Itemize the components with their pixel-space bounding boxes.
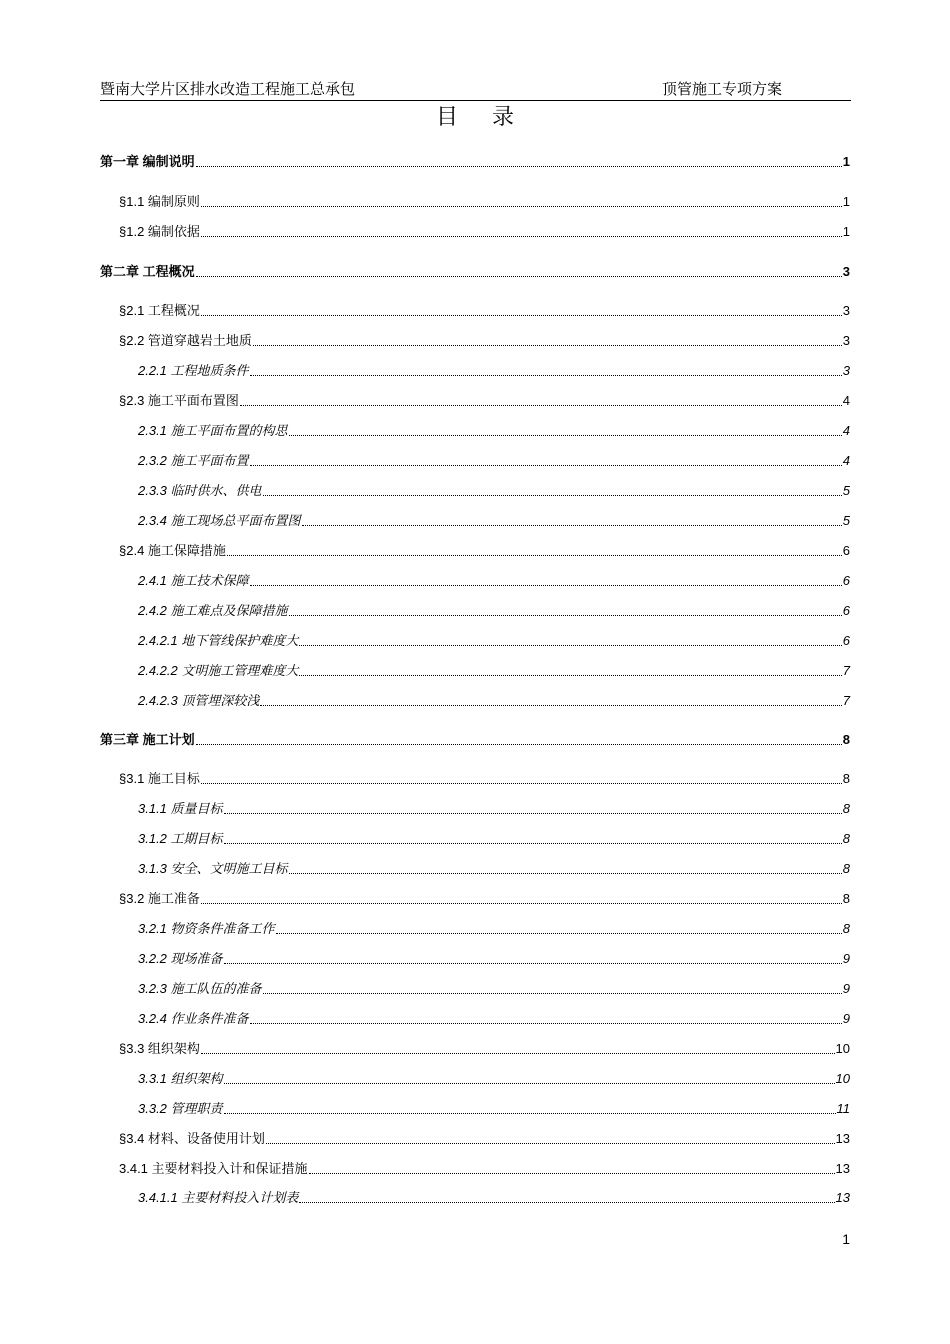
toc-entry-label: 第一章 编制说明 <box>100 154 195 169</box>
toc-entry-level1[interactable] <box>100 730 850 750</box>
toc-entry-page: 6 <box>842 543 850 558</box>
toc-entry-page: 11 <box>836 1101 850 1116</box>
toc-entry-level3[interactable] <box>138 859 850 879</box>
toc-entry-label: 3.2.2 现场准备 <box>138 951 223 966</box>
toc-entry-label: 3.2.4 作业条件准备 <box>138 1011 249 1026</box>
toc-entry-label: 3.2.1 物资条件准备工作 <box>138 921 275 936</box>
toc-entry-level2[interactable] <box>119 541 850 561</box>
toc-entry-page: 3 <box>842 363 850 378</box>
toc-leader-dots <box>201 314 842 316</box>
toc-entry-page: 8 <box>842 831 850 846</box>
toc-entry-label: 3.3.1 组织架构 <box>138 1071 223 1086</box>
toc-leader-dots <box>250 1022 842 1024</box>
toc-entry-label: 3.1.2 工期目标 <box>138 831 223 846</box>
toc-leader-dots <box>201 782 842 784</box>
toc-entry-level2[interactable] <box>119 301 850 321</box>
toc-entry-page: 13 <box>835 1190 850 1205</box>
toc-leader-dots <box>250 374 842 376</box>
toc-leader-dots <box>289 614 842 616</box>
toc-leader-dots <box>201 205 842 207</box>
toc-entry-level3[interactable] <box>138 511 850 531</box>
toc-entry-level3[interactable] <box>138 661 850 681</box>
toc-entry-label: 2.3.4 施工现场总平面布置图 <box>138 513 301 528</box>
toc-entry-level3[interactable] <box>138 631 850 651</box>
toc-entry-label: §1.1 编制原则 <box>119 194 200 209</box>
toc-entry-level2[interactable] <box>119 192 850 212</box>
toc-entry-page: 10 <box>835 1041 850 1056</box>
toc-entry-level2[interactable] <box>119 1159 850 1179</box>
toc-entry-level2[interactable] <box>119 1129 850 1149</box>
toc-entry-label: 2.4.2.1 地下管线保护难度大 <box>138 633 299 648</box>
toc-entry-level3[interactable] <box>138 1188 850 1208</box>
toc-entry-level2[interactable] <box>119 222 850 242</box>
toc-leader-dots <box>196 743 842 745</box>
toc-entry-page: 4 <box>842 423 850 438</box>
toc-entry-label: 3.1.1 质量目标 <box>138 801 223 816</box>
toc-entry-level3[interactable] <box>138 799 850 819</box>
toc-entry-label: 2.2.1 工程地质条件 <box>138 363 249 378</box>
toc-leader-dots <box>289 872 842 874</box>
toc-entry-page: 5 <box>842 483 850 498</box>
toc-leader-dots <box>289 434 842 436</box>
toc-leader-dots <box>276 932 842 934</box>
toc-leader-dots <box>250 464 842 466</box>
toc-entry-page: 6 <box>842 603 850 618</box>
toc-entry-label: §3.4 材料、设备使用计划 <box>119 1131 265 1146</box>
toc-leader-dots <box>196 165 842 167</box>
toc-entry-level3[interactable] <box>138 481 850 501</box>
toc-leader-dots <box>224 962 842 964</box>
toc-entry-label: §2.4 施工保障措施 <box>119 543 226 558</box>
toc-entry-page: 8 <box>842 891 850 906</box>
toc-entry-page: 13 <box>835 1161 850 1176</box>
toc-entry-level3[interactable] <box>138 571 850 591</box>
toc-entry-page: 8 <box>842 801 850 816</box>
toc-leader-dots <box>299 644 841 646</box>
toc-entry-level2[interactable] <box>119 1039 850 1059</box>
toc-entry-label: §2.1 工程概况 <box>119 303 200 318</box>
toc-entry-label: 2.3.2 施工平面布置 <box>138 453 249 468</box>
toc-leader-dots <box>224 1112 836 1114</box>
toc-entry-page: 3 <box>842 333 850 348</box>
toc-leader-dots <box>240 404 842 406</box>
toc-entry-page: 3 <box>842 264 850 279</box>
toc-entry-level3[interactable] <box>138 421 850 441</box>
toc-entry-label: §3.3 组织架构 <box>119 1041 200 1056</box>
toc-entry-page: 4 <box>842 393 850 408</box>
toc-leader-dots <box>201 1052 835 1054</box>
toc-entry-label: 第三章 施工计划 <box>100 732 195 747</box>
toc-entry-level3[interactable] <box>138 601 850 621</box>
toc-leader-dots <box>263 992 842 994</box>
toc-leader-dots <box>260 704 841 706</box>
toc-leader-dots <box>266 1142 835 1144</box>
toc-entry-page: 9 <box>842 951 850 966</box>
toc-leader-dots <box>224 1082 835 1084</box>
toc-entry-level3[interactable] <box>138 979 850 999</box>
toc-entry-label: 2.4.2.2 文明施工管理难度大 <box>138 663 299 678</box>
toc-entry-label: 2.4.2.3 顶管埋深较浅 <box>138 693 260 708</box>
toc-entry-label: §2.2 管道穿越岩土地质 <box>119 333 252 348</box>
toc-leader-dots <box>309 1172 835 1174</box>
toc-entry-label: 2.4.2 施工难点及保障措施 <box>138 603 288 618</box>
toc-entry-level3[interactable] <box>138 361 850 381</box>
toc-entry-level3[interactable] <box>138 1099 850 1119</box>
toc-leader-dots <box>227 554 842 556</box>
header-project-name: 暨南大学片区排水改造工程施工总承包 <box>100 80 356 98</box>
toc-entry-level2[interactable] <box>119 769 850 789</box>
toc-leader-dots <box>299 1201 834 1203</box>
page-header <box>100 78 851 101</box>
toc-entry-level3[interactable] <box>138 451 850 471</box>
toc-entry-level3[interactable] <box>138 829 850 849</box>
toc-entry-label: 2.3.3 临时供水、供电 <box>138 483 262 498</box>
toc-entry-label: 3.4.1.1 主要材料投入计划表 <box>138 1190 299 1205</box>
toc-entry-page: 8 <box>842 771 850 786</box>
toc-entry-label: 2.4.1 施工技术保障 <box>138 573 249 588</box>
toc-entry-level1[interactable] <box>100 262 850 282</box>
toc-entry-page: 9 <box>842 1011 850 1026</box>
toc-entry-page: 6 <box>842 573 850 588</box>
toc-entry-label: 3.4.1 主要材料投入计和保证措施 <box>119 1161 308 1176</box>
toc-entry-page: 13 <box>835 1131 850 1146</box>
toc-entry-page: 8 <box>842 732 850 747</box>
toc-entry-level2[interactable] <box>119 331 850 351</box>
toc-entry-level3[interactable] <box>138 691 850 711</box>
toc-title: 目录 <box>435 105 548 130</box>
toc-entry-label: 第二章 工程概况 <box>100 264 195 279</box>
toc-entry-label: §3.2 施工准备 <box>119 891 200 906</box>
toc-leader-dots <box>224 842 842 844</box>
toc-entry-page: 1 <box>842 194 850 209</box>
toc-entry-page: 7 <box>842 693 850 708</box>
toc-entry-page: 8 <box>842 861 850 876</box>
toc-entry-page: 1 <box>842 224 850 239</box>
toc-entry-page: 9 <box>842 981 850 996</box>
toc-leader-dots <box>250 584 842 586</box>
toc-leader-dots <box>196 275 842 277</box>
toc-entry-label: 3.1.3 安全、文明施工目标 <box>138 861 288 876</box>
toc-leader-dots <box>224 812 842 814</box>
toc-entry-label: §2.3 施工平面布置图 <box>119 393 239 408</box>
toc-entry-level1[interactable] <box>100 152 850 172</box>
toc-entry-page: 8 <box>842 921 850 936</box>
toc-entry-level3[interactable] <box>138 1069 850 1089</box>
toc-entry-label: 3.2.3 施工队伍的准备 <box>138 981 262 996</box>
toc-entry-level3[interactable] <box>138 919 850 939</box>
toc-entry-label: 2.3.1 施工平面布置的构思 <box>138 423 288 438</box>
toc-entry-level3[interactable] <box>138 949 850 969</box>
toc-entry-page: 6 <box>842 633 850 648</box>
toc-leader-dots <box>302 524 842 526</box>
toc-entry-page: 1 <box>842 154 850 169</box>
toc-leader-dots <box>299 674 841 676</box>
toc-entry-level2[interactable] <box>119 391 850 411</box>
toc-entry-page: 7 <box>842 663 850 678</box>
header-document-type: 顶管施工专项方案 <box>662 80 783 98</box>
toc-entry-label: 3.3.2 管理职责 <box>138 1101 223 1116</box>
toc-entry-level2[interactable] <box>119 889 850 909</box>
toc-entry-page: 10 <box>835 1071 850 1086</box>
toc-leader-dots <box>253 344 842 346</box>
toc-leader-dots <box>201 902 842 904</box>
toc-entry-label: §3.1 施工目标 <box>119 771 200 786</box>
footer-page-number: 1 <box>842 1231 850 1247</box>
toc-entry-label: §1.2 编制依据 <box>119 224 200 239</box>
toc-entry-page: 5 <box>842 513 850 528</box>
toc-entry-level3[interactable] <box>138 1009 850 1029</box>
toc-entry-page: 4 <box>842 453 850 468</box>
toc-leader-dots <box>263 494 842 496</box>
toc-leader-dots <box>201 235 842 237</box>
toc-entry-page: 3 <box>842 303 850 318</box>
